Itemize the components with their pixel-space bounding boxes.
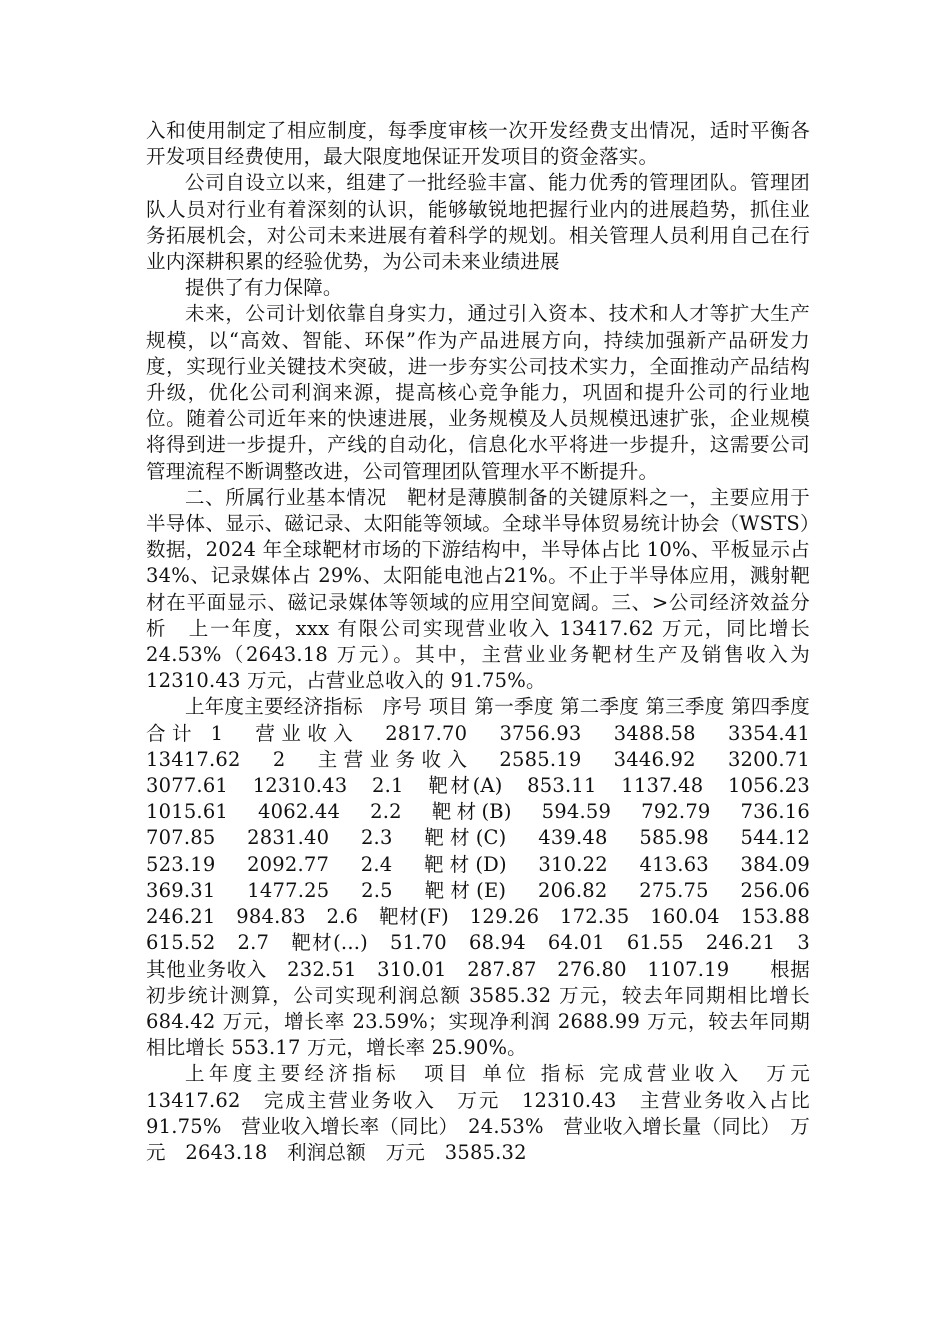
paragraph-quarterly-indicators: 上年度主要经济指标 序号 项目 第一季度 第二季度 第三季度 第四季度 合计 1 营业收入 2817.70 3756.93 3488.58 3354.41 13417.62 2 主营业务收入 2585.19 3446.92 3200.71 3077.61 12310.43 2.1 靶材(A) 853.11 1137.48 1056.23 1015.61 4062.44 2.2 靶材(B) 594.59 792.79 736.16 707.85 2831.40 2.3 靶材(C) 439.48 585.98 544.12 523.19 2092.77 2.4 靶材(D) 310.22 413.63 384.09 369.31 1477.25 2.5 靶材(E) 206.82 275.75 256.06 246.21 984.83 2.6 靶材(F) 129.26 172.35 160.04 153.88 615.52 2.7 靶材(...) 51.70 68.94 64.01 61.55 246.21 3 其他业务收入 232.51 310.01 287.87 276.80 1107.19 根据初步统计测算，公司实现利润总额 3585.32 万元，较去年同期相比增长 684.42 万元，增长率 23.59%；实现净利润 2688.99 万元，较去年同期相比增长 553.17 万元，增长率 25.90%。 [146,695,830,1060]
paragraph-funding-system: 入和使用制定了相应制度，每季度审核一次开发经费支出情况，适时平衡各开发项目经费使用，最大限度地保证开发项目的资金落实。 [146,119,810,169]
document-page [146,118,830,1166]
paragraph-industry-overview: 二、所属行业基本情况 靶材是薄膜制备的关键原料之一，主要应用于半导体、显示、磁记录、太阳能等领域。全球半导体贸易统计协会（WSTS）数据，2024 年全球靶材市场的下游结构中，半导体占比 10%、平板显示占 34%、记录媒体占 29%、太阳能电池占21%。不止于半导体应用，溅射靶材在平面显示、磁记录媒体等领域的应用空间宽阔。三、>公司经济效益分析 上一年度，xxx 有限公司实现营业收入 13417.62 万元，同比增长 24.53%（2643.18 万元）。其中，主营业业务靶材生产及销售收入为 12310.43 万元，占营业总收入的 91.75%。 [146,485,810,693]
paragraph-management-team: 公司自设立以来，组建了一批经验丰富、能力优秀的管理团队。管理团队人员对行业有着深刻的认识，能够敏锐地把握行业内的进展趋势，抓住业务拓展机会，对公司未来进展有着科学的规划。相关管理人员利用自己在行业内深耕积累的经验优势，为公司未来业绩进展 [146,171,810,274]
paragraph-future-plan: 未来，公司计划依靠自身实力，通过引入资本、技术和人才等扩大生产规模，以“高效、智能、环保”作为产品进展方向，持续加强新产品研发力度，实现行业关键技术突破，进一步夯实公司技术实力，全面推动产品结构升级，优化公司利润来源，提高核心竞争能力，巩固和提升公司的行业地位。随着公司近年来的快速进展，业务规模及人员规模迅速扩张，企业规模将得到进一步提升，产线的自动化，信息化水平将进一步提升，这需要公司管理流程不断调整改进，公司管理团队管理水平不断提升。 [146,302,810,483]
paragraph-key-indicators: 上年度主要经济指标 项目 单位 指标 完成营业收入 万元 13417.62 完成主营业务收入 万元 12310.43 主营业务收入占比 91.75% 营业收入增长率（同比） 24.53% 营业收入增长量（同比） 万元 2643.18 利润总额 万元 3585.32 [146,1062,830,1164]
paragraph-guarantee: 提供了有力保障。 [185,276,343,300]
